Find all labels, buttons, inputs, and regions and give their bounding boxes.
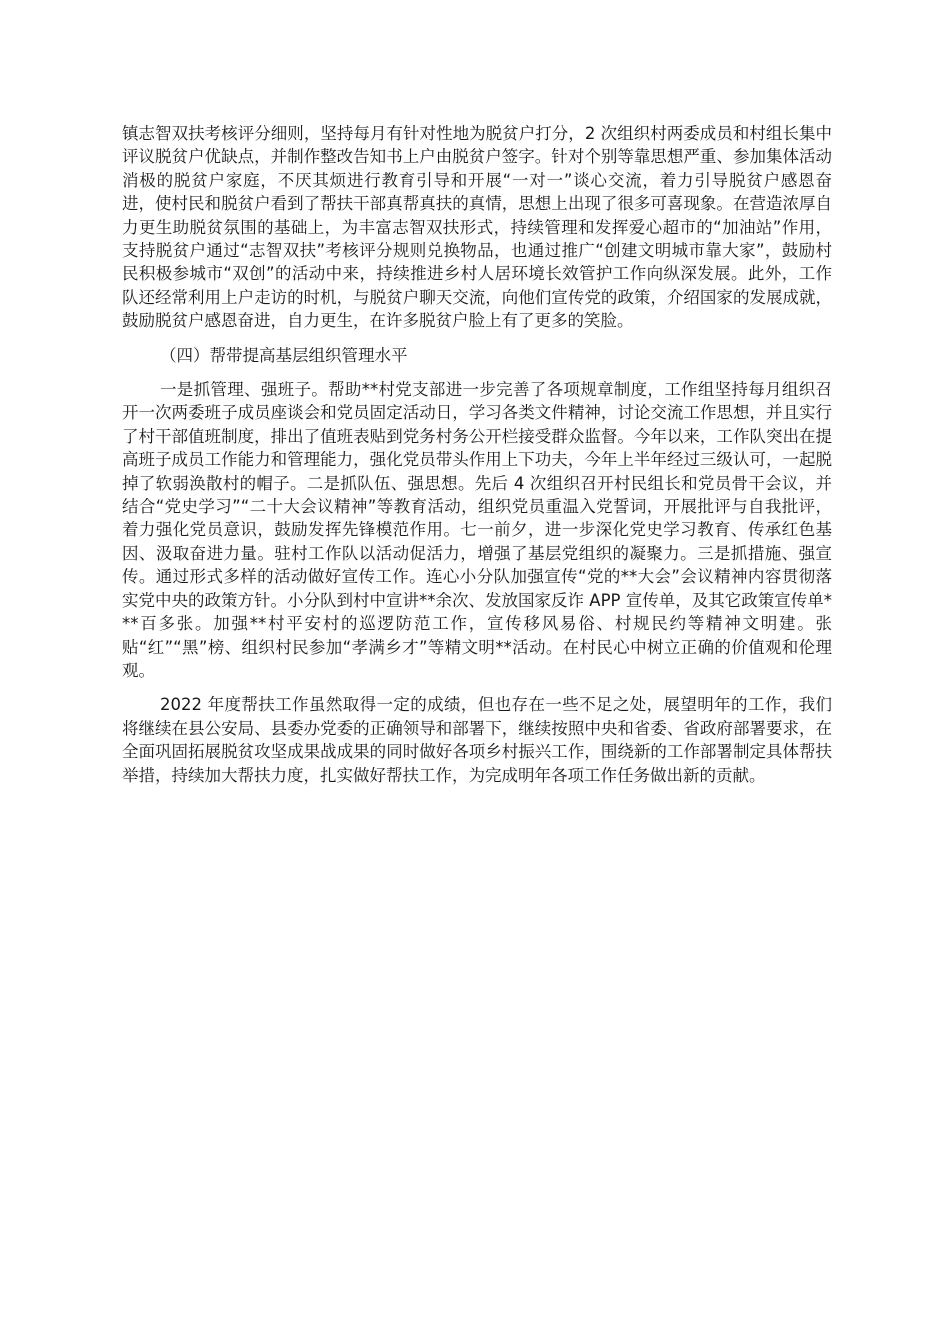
paragraph-continuation: 镇志智双扶考核评分细则，坚持每月有针对性地为脱贫户打分，2 次组织村两委成员和村组长集中评议脱贫户优缺点，并制作整改告知书上户由脱贫户签字。针对个别等靠思想严重、参加集体活动消极的脱贫户家庭，不厌其烦进行教育引导和开展“一对一”谈心交流，着力引导脱贫户感恩奋进，使村民和脱贫户看到了帮扶干部真帮真扶的真情，思想上出现了很多可喜现象。在营造浓厚自力更生助脱贫氛围的基础上，为丰富志智双扶形式，持续管理和发挥爱心超市的“加油站”作用，支持脱贫户通过“志智双扶”考核评分规则兑换物品，也通过推广“创建文明城市靠大家”，鼓励村民积极参城市“双创”的活动中来，持续推进乡村人居环境长效管护工作向纵深发展。此外，工作队还经常利用上户走访的时机，与脱贫户聊天交流，向他们宣传党的政策，介绍国家的发展成就，鼓励脱贫户感恩奋进，自力更生，在许多脱贫户脸上有了更多的笑脸。 — [122, 124, 832, 331]
paragraph-management: 一是抓管理、强班子。帮助**村党支部进一步完善了各项规章制度，工作组坚持每月组织召开一次两委班子成员座谈会和党员固定活动日，学习各类文件精神，讨论交流工作思想，并且实行了村干部值班制度，排出了值班表贴到党务村务公开栏接受群众监督。今年以来，工作队突出在提高班子成员工作能力和管理能力，强化党员带头作用上下功夫，今年上半年经过三级认可，一起脱掉了软弱涣散村的帽子。二是抓队伍、强思想。先后 4 次组织召开村民组长和党员骨干会议，并结合“党史学习”“二十大会议精神”等教育活动，组织党员重温入党誓词，开展批评与自我批评，着力强化党员意识，鼓励发挥先锋模范作用。七一前夕，进一步深化党史学习教育、传承红色基因、汲取奋进力量。驻村工作队以活动促活力，增强了基层党组织的凝聚力。三是抓措施、强宣传。通过形式多样的活动做好宣传工作。连心小分队加强宣传“党的**大会”会议精神内容贯彻落实党中央的政策方针。小分队到村中宣讲**余次、发放国家反诈 APP 宣传单，及其它政策宣传单***百多张。加强**村平安村的巡逻防范工作，宣传移风易俗、村规民约等精神文明建。张贴“红”“黑”榜、组织村民参加“孝满乡才”等精文明**活动。在村民心中树立正确的价值观和伦理观。 — [122, 380, 832, 680]
paragraph-conclusion: 2022 年度帮扶工作虽然取得一定的成绩，但也存在一些不足之处，展望明年的工作，我们将继续在县公安局、县委办党委的正确领导和部署下，继续按照中央和省委、省政府部署要求，在全面巩固拓展脱贫攻坚成果战成果的同时做好各项乡村振兴工作，围绕新的工作部署制定具体帮扶举措，持续加大帮扶力度，扎实做好帮扶工作，为完成明年各项工作任务做出新的贡献。 — [122, 695, 832, 785]
section-heading: （四）帮带提高基层组织管理水平 — [160, 345, 408, 365]
document-body — [122, 122, 832, 787]
